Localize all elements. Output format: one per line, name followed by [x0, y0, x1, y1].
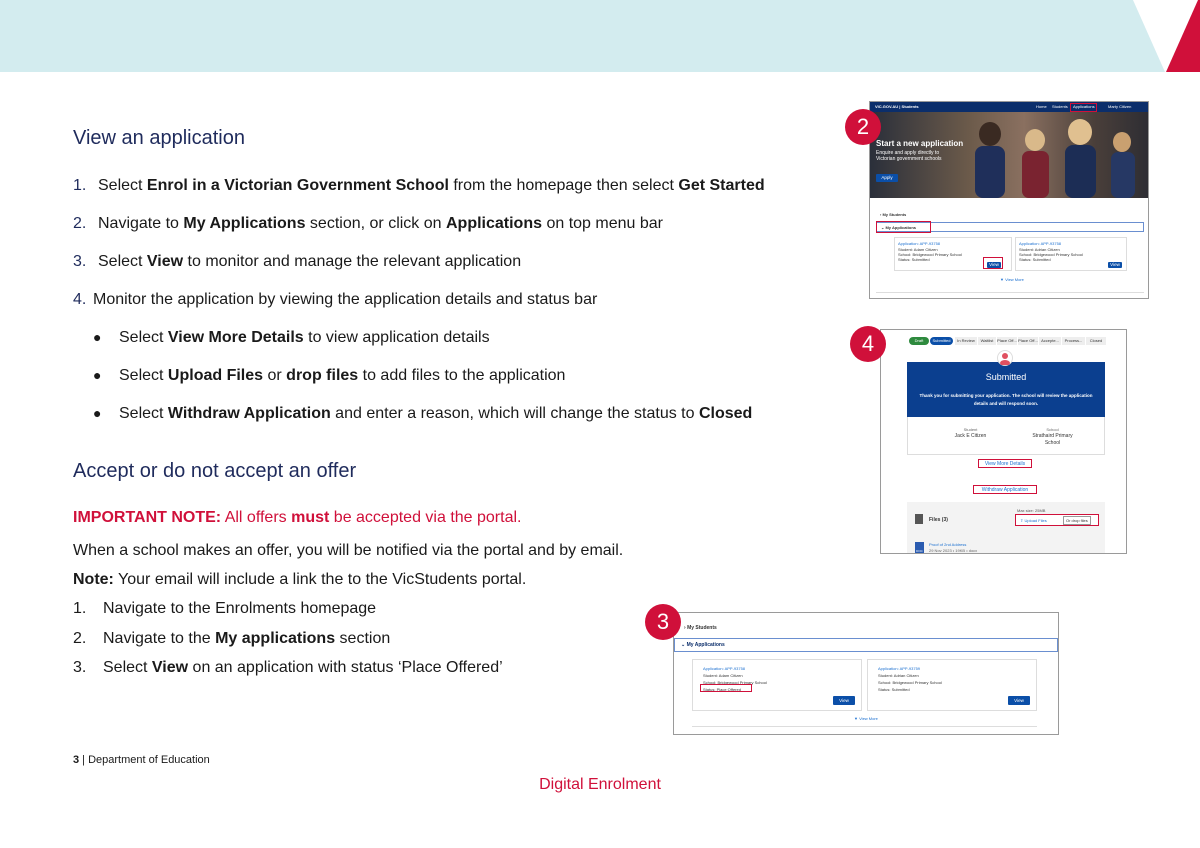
hero-photo: [870, 112, 1149, 198]
important-note: IMPORTANT NOTE: All offers must be accepted via the portal.: [73, 509, 522, 526]
hero-subtitle: Enquire and apply directly to Victorian government schools: [876, 150, 942, 162]
page-footer: 3 | Department of Education: [73, 754, 210, 766]
highlight-view-button: [983, 257, 1003, 269]
offer-step-2: 2. Navigate to the My applications section: [73, 630, 391, 647]
document-title-footer: Digital Enrolment: [539, 776, 661, 793]
offer-section-heading: Accept or do not accept an offer: [73, 460, 357, 482]
application-card-2: Application: APP-93758 Student: Adrian Citizen School: Bridgewood Primary School Status: Submitted View: [1015, 237, 1127, 271]
step-badge-4: 4: [850, 326, 886, 362]
banner-text: Thank you for submitting your application. The school will review the application details and will respond soon.: [919, 393, 1093, 406]
view-step-4: 4. Monitor the application by viewing the application details and status bar: [73, 291, 598, 308]
note-text: Note: Your email will include a link the to the VicStudents portal.: [73, 571, 527, 588]
apply-button[interactable]: Apply: [876, 174, 898, 182]
highlight-applications-link: [1070, 103, 1097, 112]
nav-home-link[interactable]: Home: [1036, 104, 1047, 109]
submitted-banner: [907, 362, 1105, 417]
view-step-2: 2. Navigate to My Applications section, or click on Applications on top menu bar: [73, 215, 663, 232]
my-students-section[interactable]: › My Students: [880, 212, 907, 217]
bullet-dot: ●: [93, 329, 102, 345]
divider: [876, 292, 1144, 293]
details-panel: Student Jack E Citizen School Strathaird Primary School: [907, 417, 1105, 455]
bullet-view-more-details: ● Select View More Details to view application details: [93, 329, 490, 346]
drop-files-label: Or drop files: [1063, 516, 1091, 525]
header-band: [0, 0, 1200, 72]
my-students-section[interactable]: › My Students: [684, 625, 717, 631]
view-step-1: 1. Select Enrol in a Victorian Government School from the homepage then select Get Started: [73, 177, 765, 194]
view-button-offered[interactable]: View: [833, 696, 855, 705]
screenshot-homepage: [869, 101, 1149, 299]
bullet-dot: ●: [93, 367, 102, 383]
upload-files-button[interactable]: ⇪ Upload Files: [1020, 518, 1047, 523]
application-card-1: Application: APP-93758 Student: Adam Citizen School: Bridgewood Primary School Status: Submitted View: [894, 237, 1012, 271]
avatar-icon: [997, 350, 1013, 366]
hero-title: Start a new application: [876, 139, 964, 148]
withdraw-application-button[interactable]: Withdraw Application: [973, 485, 1037, 494]
step-badge-3: 3: [645, 604, 681, 640]
view-button-2[interactable]: View: [1108, 262, 1122, 268]
docx-icon: DOC: [915, 542, 924, 553]
banner-title: Submitted: [985, 372, 1027, 382]
view-more-link[interactable]: ▼ View More: [854, 716, 878, 721]
nav-students-link[interactable]: Students: [1052, 104, 1068, 109]
highlight-place-offered: [700, 684, 752, 692]
view-section-heading: View an application: [73, 127, 245, 149]
view-button-submitted[interactable]: View: [1008, 696, 1030, 705]
file-icon: [915, 514, 923, 524]
portal-nav-bar: [870, 102, 1149, 112]
nav-user-menu[interactable]: Marty Citizen: [1108, 104, 1132, 109]
file-name-link[interactable]: Proof of 2nd Address: [929, 542, 967, 547]
bullet-upload-files: ● Select Upload Files or drop files to add files to the application: [93, 367, 566, 384]
upload-drop-zone[interactable]: [1015, 514, 1099, 526]
my-applications-section[interactable]: ⌄ My Applications: [876, 222, 1144, 232]
bullet-dot: ●: [93, 405, 102, 421]
highlight-my-applications: [876, 221, 931, 233]
notify-text: When a school makes an offer, you will be notified via the portal and by email.: [73, 542, 624, 559]
view-step-3: 3. Select View to monitor and manage the relevant application: [73, 253, 522, 270]
nav-applications-link[interactable]: Applications: [1073, 104, 1095, 109]
files-panel: Max size: 25MB Files (3) ⇪ Upload Files Or drop files DOC Proof of 2nd Address 29 Nov 2023 • 19KB • docx: [907, 502, 1105, 554]
view-more-details-button[interactable]: View More Details: [978, 459, 1032, 468]
portal-brand: VIC.GOV.AU | Students: [875, 104, 919, 109]
application-card-submitted: Application: APP-93759 Student: Adrian Citizen School: Bridgewood Primary School Status: Submitted View: [867, 659, 1037, 711]
bullet-withdraw: ● Select Withdraw Application and enter a reason, which will change the status to Closed: [93, 405, 753, 422]
my-applications-section[interactable]: ⌄ My Applications: [674, 638, 1058, 652]
divider: [692, 726, 1037, 727]
screenshot-application-details: [880, 329, 1127, 554]
screenshot-my-applications: [673, 612, 1059, 735]
status-bar: Draft Submitted In Review Waitlist Place Off... Place Off... Accepte... Process... Closed: [909, 337, 1127, 345]
view-button-1[interactable]: View: [987, 262, 1001, 268]
view-more-link[interactable]: ▼ View More: [1000, 277, 1024, 282]
offer-step-3: 3. Select View on an application with status ‘Place Offered’: [73, 659, 503, 676]
header-decoration: [0, 0, 1200, 72]
offer-step-1: 1. Navigate to the Enrolments homepage: [73, 600, 377, 617]
step-badge-2: 2: [845, 109, 881, 145]
application-card-offered: Application: APP-93758 Student: Adam Citizen School: Bridgewood Primary School Status: Place Offered View: [692, 659, 862, 711]
